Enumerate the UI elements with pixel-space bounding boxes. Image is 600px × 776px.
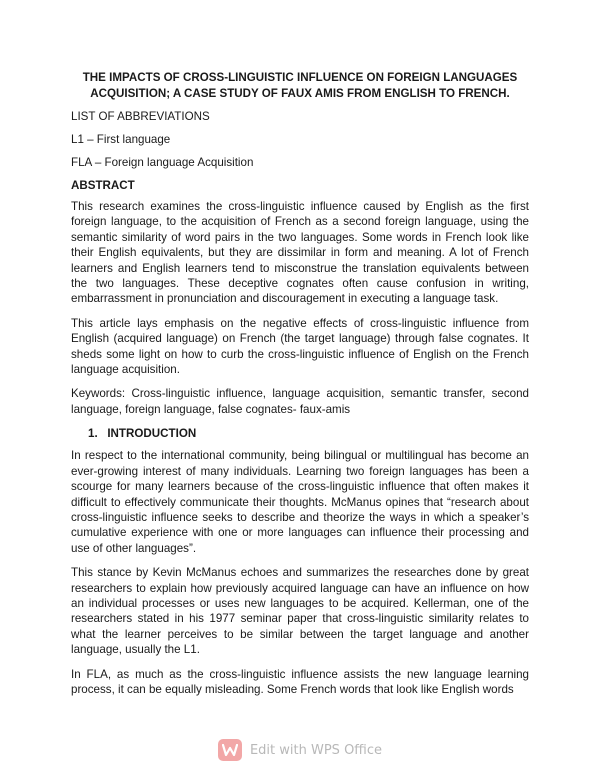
abbreviation-item: FLA – Foreign language Acquisition [71, 156, 254, 169]
abbreviation-item: L1 – First language [71, 133, 171, 146]
wps-watermark[interactable] [0, 738, 600, 762]
wps-watermark-label: Edit with WPS Office [249, 742, 383, 758]
document-title [71, 70, 529, 101]
wps-logo-icon [218, 739, 242, 761]
title-line-1: THE IMPACTS OF CROSS-LINGUISTIC INFLUENCE ON FOREIGN LANGUAGES [82, 71, 518, 84]
abbreviations-heading: LIST OF ABBREVIATIONS [71, 110, 210, 123]
document-page [71, 70, 529, 706]
introduction-heading: 1. INTRODUCTION [88, 427, 197, 441]
title-line-2: ACQUISITION; A CASE STUDY OF FAUX AMIS FROM ENGLISH TO FRENCH. [90, 86, 510, 100]
keywords: Keywords: Cross-linguistic influence, language acquisition, semantic transfer, second language, foreign language, false cognates- faux-amis [71, 387, 529, 416]
intro-paragraph-2: This stance by Kevin McManus echoes and summarizes the researches done by great researchers to explain how previously acquired language can have an influence on how an individual processes or uses new languages to be acquired. Kellerman, one of the researchers stated in his 1977 seminar paper that cross-linguistic similarity relates to what the learner perceives to be similar between the target language and another language, usually the L1. [71, 566, 529, 657]
abstract-heading: ABSTRACT [71, 179, 135, 192]
intro-paragraph-3: In FLA, as much as the cross-linguistic influence assists the new language learning process, it can be equally misleading. Some French words that look like English words [71, 667, 529, 696]
abstract-paragraph-1: This research examines the cross-linguistic influence caused by English as the first foreign language, to the acquisition of French as a second foreign language, using the semantic similarity of word pairs in the two languages. Some words in French look like their English equivalents, but they are dissimilar in form and meaning. A lot of French learners and English learners tend to misconstrue the translation equivalents between the two languages. These deceptive cognates often cause confusion in writing, embarrassment in pronunciation and discouragement in executing a language task. [71, 200, 529, 306]
abstract-paragraph-2: This article lays emphasis on the negative effects of cross-linguistic influence from English (acquired language) on French (the target language) through false cognates. It sheds some light on how to curb the cross-linguistic influence of English on the French language acquisition. [71, 316, 529, 377]
intro-paragraph-1: In respect to the international community, being bilingual or multilingual has become an ever-growing interest of many individuals. Learning two foreign languages has been a scourge for many learners because of the cross-linguistic influence that often makes it difficult to effectively communicate their thoughts. McManus opines that “research about cross-linguistic influence seeks to describe and theorize the ways in which a speaker’s cumulative experience with one or more languages can influence their processing and use of other languages”. [71, 449, 529, 555]
